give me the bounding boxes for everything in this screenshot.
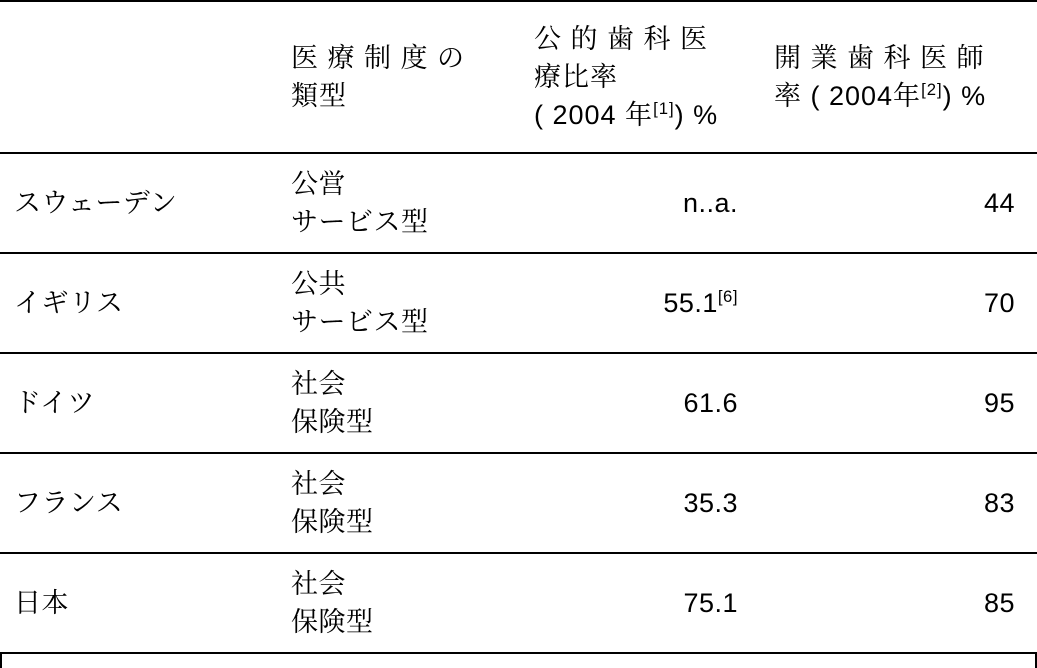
cell-private-dentist-rate (760, 253, 1037, 353)
dentist-rate-value: 44 (983, 187, 1015, 218)
header-public-ratio-year-pre: ( 2004 年 (534, 100, 654, 131)
public-dental-ratio-value (520, 176, 760, 230)
system-type-value (277, 557, 520, 650)
public-dental-ratio-value (520, 476, 760, 530)
country-label: 日本 (14, 587, 69, 618)
cell-public-dental-ratio (520, 253, 760, 353)
dentist-rate-value: 70 (983, 287, 1015, 318)
cell-system-type (277, 553, 520, 653)
system-type-line2: サービス型 (291, 207, 429, 237)
public-ratio-number: n..a. (682, 187, 738, 218)
system-type-line2: サービス型 (291, 307, 429, 337)
cell-private-dentist-rate (760, 553, 1037, 653)
cell-public-dental-ratio (520, 553, 760, 653)
footnote-ref-1: [1] (653, 99, 675, 119)
footnote-ref-2: [2] (921, 80, 943, 99)
header-private-dentist-rate-label (760, 31, 1037, 124)
public-ratio-number: 55.1 (663, 287, 718, 318)
table-bottom-strip (0, 654, 1037, 668)
system-type-value (277, 257, 520, 350)
public-dental-ratio-value (520, 576, 760, 630)
public-ratio-footnote: [6] (717, 286, 738, 306)
country-label: イギリス (14, 287, 124, 318)
system-type-line2: 保険型 (291, 607, 374, 637)
header-cell-public-dental-ratio (520, 1, 760, 153)
header-dentist-rate-line1: 開 業 歯 科 医 師 (774, 42, 985, 73)
public-ratio-number: 75.1 (683, 587, 738, 618)
cell-public-dental-ratio (520, 153, 760, 253)
header-system-type-label (277, 31, 520, 124)
table-row (0, 253, 1037, 353)
header-dentist-rate-year-post: ) % (942, 81, 987, 111)
header-country-label (0, 69, 277, 85)
system-type-value (277, 357, 520, 450)
table-row (0, 353, 1037, 453)
dentist-rate-value: 83 (983, 487, 1015, 518)
dentist-rate-value: 95 (983, 387, 1015, 418)
cell-country (0, 553, 277, 653)
cell-country (0, 353, 277, 453)
header-public-ratio-year-post: ) % (674, 100, 719, 131)
country-label: ドイツ (14, 387, 96, 418)
header-dentist-rate-line2 (774, 77, 1023, 115)
cell-public-dental-ratio (520, 453, 760, 553)
dentist-rate-value: 85 (983, 587, 1015, 618)
header-cell-system-type (277, 1, 520, 153)
header-cell-private-dentist-rate (760, 1, 1037, 153)
cell-country (0, 453, 277, 553)
cell-public-dental-ratio (520, 353, 760, 453)
cell-private-dentist-rate (760, 153, 1037, 253)
country-label: フランス (14, 487, 124, 518)
cell-country (0, 153, 277, 253)
table-header-row (0, 1, 1037, 153)
header-dentist-rate-year-pre: 率 ( 2004年 (774, 81, 922, 111)
system-type-line1: 社会 (291, 468, 346, 499)
cell-system-type (277, 353, 520, 453)
header-public-dental-ratio-label (520, 12, 760, 143)
table-row (0, 553, 1037, 653)
public-dental-ratio-value (520, 376, 760, 430)
public-dental-ratio-value (520, 276, 760, 330)
country-label: スウェーデン (14, 187, 178, 218)
system-type-line1: 公共 (291, 268, 346, 299)
cell-private-dentist-rate (760, 453, 1037, 553)
system-type-line1: 公営 (291, 168, 346, 199)
cell-system-type (277, 253, 520, 353)
header-public-ratio-line3 (534, 96, 746, 134)
header-system-type-line2: 類型 (291, 81, 347, 111)
header-cell-country (0, 1, 277, 153)
header-public-ratio-line1: 公 的 歯 科 医 (534, 23, 709, 54)
table-row (0, 453, 1037, 553)
cell-system-type (277, 153, 520, 253)
cell-private-dentist-rate (760, 353, 1037, 453)
cell-country (0, 253, 277, 353)
public-ratio-number: 35.3 (683, 487, 738, 518)
header-public-ratio-line2: 療比率 (534, 61, 618, 92)
system-type-line1: 社会 (291, 568, 346, 599)
system-type-value (277, 457, 520, 550)
system-type-line2: 保険型 (291, 507, 374, 537)
table-row (0, 153, 1037, 253)
system-type-value (277, 157, 520, 250)
public-ratio-number: 61.6 (683, 387, 738, 418)
header-system-type-line1: 医 療 制 度 の (291, 42, 466, 73)
cell-system-type (277, 453, 520, 553)
system-type-line2: 保険型 (291, 407, 374, 437)
system-type-line1: 社会 (291, 368, 346, 399)
